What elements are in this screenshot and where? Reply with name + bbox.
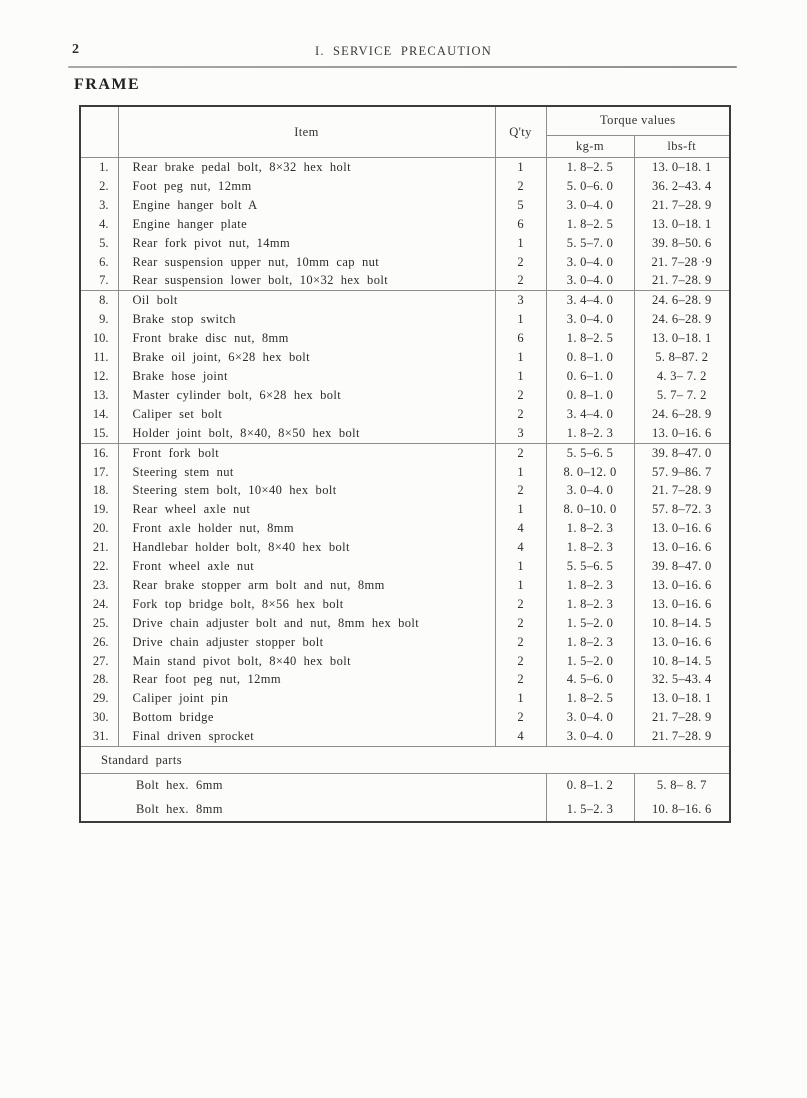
table-row: [80, 798, 730, 823]
row-number: 7.: [99, 273, 109, 288]
kgm-cell: 3. 0–4. 0: [546, 310, 634, 329]
item-cell: Bolt hex. 6mm: [136, 778, 223, 793]
lbsft-cell: 13. 0–18. 1: [634, 329, 730, 348]
lbsft-cell: 13. 0–16. 6: [634, 424, 730, 443]
row-number: 30.: [92, 710, 109, 725]
table-row: [80, 291, 730, 310]
lbsft-cell: 24. 6–28. 9: [634, 405, 730, 424]
table-row: [80, 196, 730, 215]
item-cell: Engine hanger plate: [118, 215, 495, 234]
lbsft-cell: 32. 5–43. 4: [634, 670, 730, 689]
lbsft-cell: 39. 8–50. 6: [634, 234, 730, 253]
table-row: [80, 405, 730, 424]
row-number: 27.: [92, 653, 109, 668]
item-cell: Engine hanger bolt A: [118, 196, 495, 215]
col-header-lbsft: lbs-ft: [634, 135, 730, 157]
qty-cell: 2: [495, 595, 546, 614]
table-row: [80, 747, 730, 774]
kgm-cell: 1. 8–2. 3: [546, 576, 634, 595]
kgm-cell: 1. 5–2. 3: [546, 798, 634, 823]
row-number: 3.: [99, 197, 109, 212]
kgm-cell: 3. 0–4. 0: [546, 708, 634, 727]
item-cell: Rear brake stopper arm bolt and nut, 8mm: [118, 576, 495, 595]
kgm-cell: 1. 5–2. 0: [546, 614, 634, 633]
item-cell: Rear suspension upper nut, 10mm cap nut: [118, 253, 495, 272]
lbsft-cell: 13. 0–18. 1: [634, 215, 730, 234]
kgm-cell: 1. 8–2. 5: [546, 329, 634, 348]
qty-cell: 2: [495, 386, 546, 405]
table-header: [80, 106, 730, 158]
row-number: 23.: [92, 577, 109, 592]
table-row: [80, 215, 730, 234]
table-row: [80, 329, 730, 348]
row-number: 28.: [92, 672, 109, 687]
kgm-cell: 1. 8–2. 5: [546, 215, 634, 234]
item-cell: Final driven sprocket: [118, 727, 495, 746]
lbsft-cell: 21. 7–28. 9: [634, 727, 730, 746]
kgm-cell: 1. 8–2. 3: [546, 595, 634, 614]
kgm-cell: 8. 0–12. 0: [546, 463, 634, 482]
kgm-cell: 1. 8–2. 5: [546, 689, 634, 708]
row-number: 18.: [92, 483, 109, 498]
kgm-cell: 1. 5–2. 0: [546, 652, 634, 671]
col-header-item: Item: [118, 106, 495, 158]
lbsft-cell: 24. 6–28. 9: [634, 310, 730, 329]
row-group-1: [80, 158, 730, 291]
kgm-cell: 1. 8–2. 3: [546, 424, 634, 443]
table-row: [80, 177, 730, 196]
qty-cell: 6: [495, 215, 546, 234]
row-number: 31.: [92, 729, 109, 744]
kgm-cell: 1. 8–2. 5: [546, 158, 634, 177]
kgm-cell: 5. 0–6. 0: [546, 177, 634, 196]
lbsft-cell: 13. 0–18. 1: [634, 158, 730, 177]
item-cell: Rear fork pivot nut, 14mm: [118, 234, 495, 253]
kgm-cell: 0. 8–1. 2: [546, 774, 634, 798]
row-number: 5.: [99, 235, 109, 250]
row-number: 24.: [92, 596, 109, 611]
table-row: [80, 348, 730, 367]
row-number: 14.: [92, 406, 109, 421]
kgm-cell: 3. 4–4. 0: [546, 291, 634, 310]
item-cell: Steering stem nut: [118, 463, 495, 482]
qty-cell: 1: [495, 500, 546, 519]
lbsft-cell: 21. 7–28. 9: [634, 196, 730, 215]
qty-cell: 2: [495, 633, 546, 652]
kgm-cell: 8. 0–10. 0: [546, 500, 634, 519]
kgm-cell: 3. 0–4. 0: [546, 727, 634, 746]
table-row: [80, 689, 730, 708]
qty-cell: 1: [495, 367, 546, 386]
row-number: 29.: [92, 691, 109, 706]
col-header-torque-values: Torque values: [546, 106, 730, 135]
kgm-cell: 4. 5–6. 0: [546, 670, 634, 689]
item-cell: Rear suspension lower bolt, 10×32 hex bolt: [118, 271, 495, 290]
table-row: [80, 253, 730, 272]
table-row: [80, 538, 730, 557]
row-number: 1.: [99, 160, 109, 174]
page-header: [70, 42, 737, 62]
row-number: 26.: [92, 634, 109, 649]
lbsft-cell: 57. 9–86. 7: [634, 463, 730, 482]
page-number: 2: [72, 42, 80, 57]
item-cell: Front axle holder nut, 8mm: [118, 519, 495, 538]
item-cell: Bolt hex. 8mm: [136, 801, 223, 816]
table-row: [80, 727, 730, 746]
qty-cell: 5: [495, 196, 546, 215]
lbsft-cell: 4. 3– 7. 2: [634, 367, 730, 386]
lbsft-cell: 13. 0–16. 6: [634, 633, 730, 652]
row-number: 13.: [92, 387, 109, 402]
item-cell: Oil bolt: [118, 291, 495, 310]
qty-cell: 1: [495, 158, 546, 177]
item-cell: Brake stop switch: [118, 310, 495, 329]
lbsft-cell: 39. 8–47. 0: [634, 443, 730, 462]
header-rule: [68, 66, 737, 68]
qty-cell: 2: [495, 405, 546, 424]
item-cell: Rear foot peg nut, 12mm: [118, 670, 495, 689]
qty-cell: 1: [495, 310, 546, 329]
qty-cell: 6: [495, 329, 546, 348]
row-number: 20.: [92, 521, 109, 536]
item-cell: Front wheel axle nut: [118, 557, 495, 576]
row-number: 9.: [99, 312, 109, 327]
item-cell: Steering stem bolt, 10×40 hex bolt: [118, 481, 495, 500]
row-number: 2.: [99, 178, 109, 193]
row-number: 15.: [92, 425, 109, 440]
lbsft-cell: 10. 8–16. 6: [634, 798, 730, 823]
kgm-cell: 1. 8–2. 3: [546, 633, 634, 652]
item-cell: Front brake disc nut, 8mm: [118, 329, 495, 348]
item-cell: Rear brake pedal bolt, 8×32 hex holt: [118, 158, 495, 177]
col-header-qty: Q'ty: [495, 106, 546, 158]
qty-cell: 1: [495, 689, 546, 708]
row-number: 25.: [92, 615, 109, 630]
lbsft-cell: 5. 8– 8. 7: [634, 774, 730, 798]
qty-cell: 3: [495, 424, 546, 443]
item-cell: Main stand pivot bolt, 8×40 hex bolt: [118, 652, 495, 671]
row-number: 21.: [92, 540, 109, 555]
item-cell: Brake oil joint, 6×28 hex bolt: [118, 348, 495, 367]
item-cell: Foot peg nut, 12mm: [118, 177, 495, 196]
lbsft-cell: 10. 8–14. 5: [634, 652, 730, 671]
kgm-cell: 3. 0–4. 0: [546, 271, 634, 290]
row-group-3: [80, 443, 730, 747]
lbsft-cell: 36. 2–43. 4: [634, 177, 730, 196]
standard-parts-header: [80, 747, 730, 774]
lbsft-cell: 5. 8–87. 2: [634, 348, 730, 367]
kgm-cell: 0. 6–1. 0: [546, 367, 634, 386]
table-row: [80, 774, 730, 798]
qty-cell: 2: [495, 708, 546, 727]
lbsft-cell: 13. 0–18. 1: [634, 689, 730, 708]
torque-values-table: [79, 105, 731, 823]
table-row: [80, 633, 730, 652]
qty-cell: 4: [495, 519, 546, 538]
qty-cell: 4: [495, 727, 546, 746]
item-cell: Master cylinder bolt, 6×28 hex bolt: [118, 386, 495, 405]
table-row: [80, 424, 730, 443]
lbsft-cell: 13. 0–16. 6: [634, 519, 730, 538]
table-row: [80, 310, 730, 329]
standard-parts-label: Standard parts: [101, 753, 182, 768]
lbsft-cell: 13. 0–16. 6: [634, 595, 730, 614]
kgm-cell: 3. 4–4. 0: [546, 405, 634, 424]
item-cell: Drive chain adjuster stopper bolt: [118, 633, 495, 652]
table-row: [80, 481, 730, 500]
table-row: [80, 500, 730, 519]
table-row: [80, 234, 730, 253]
qty-cell: 1: [495, 463, 546, 482]
row-group-2: [80, 291, 730, 443]
kgm-cell: 3. 0–4. 0: [546, 481, 634, 500]
kgm-cell: 3. 0–4. 0: [546, 196, 634, 215]
lbsft-cell: 24. 6–28. 9: [634, 291, 730, 310]
table-row: [80, 271, 730, 290]
item-cell: Bottom bridge: [118, 708, 495, 727]
kgm-cell: 3. 0–4. 0: [546, 253, 634, 272]
qty-cell: 2: [495, 614, 546, 633]
lbsft-cell: 39. 8–47. 0: [634, 557, 730, 576]
qty-cell: 1: [495, 576, 546, 595]
table-row: [80, 443, 730, 462]
kgm-cell: 1. 8–2. 3: [546, 538, 634, 557]
item-cell: Caliper joint pin: [118, 689, 495, 708]
table-row: [80, 576, 730, 595]
item-cell: Drive chain adjuster bolt and nut, 8mm hex bolt: [118, 614, 495, 633]
kgm-cell: 5. 5–7. 0: [546, 234, 634, 253]
table-row: [80, 652, 730, 671]
chapter-header: I. SERVICE PRECAUTION: [315, 44, 492, 58]
row-number: 16.: [92, 445, 109, 460]
table-row: [80, 519, 730, 538]
qty-cell: 2: [495, 271, 546, 290]
lbsft-cell: 13. 0–16. 6: [634, 538, 730, 557]
lbsft-cell: 5. 7– 7. 2: [634, 386, 730, 405]
standard-parts-rows: [80, 774, 730, 823]
lbsft-cell: 21. 7–28. 9: [634, 481, 730, 500]
row-number: 10.: [92, 331, 109, 346]
table-row: [80, 670, 730, 689]
kgm-cell: 1. 8–2. 3: [546, 519, 634, 538]
qty-cell: 3: [495, 291, 546, 310]
item-cell: Front fork bolt: [118, 443, 495, 462]
qty-cell: 2: [495, 481, 546, 500]
qty-cell: 2: [495, 177, 546, 196]
table-row: [80, 708, 730, 727]
lbsft-cell: 21. 7–28. 9: [634, 708, 730, 727]
col-header-kgm: kg-m: [546, 135, 634, 157]
row-number: 22.: [92, 559, 109, 574]
qty-cell: 2: [495, 670, 546, 689]
item-cell: Rear wheel axle nut: [118, 500, 495, 519]
row-number: 12.: [92, 368, 109, 383]
row-number: 17.: [92, 464, 109, 479]
table-row: [80, 367, 730, 386]
qty-cell: 2: [495, 443, 546, 462]
lbsft-cell: 21. 7–28 ·9: [634, 253, 730, 272]
item-cell: Holder joint bolt, 8×40, 8×50 hex bolt: [118, 424, 495, 443]
table-row: [80, 614, 730, 633]
section-title: FRAME: [74, 76, 141, 93]
row-number: 19.: [92, 502, 109, 517]
qty-cell: 4: [495, 538, 546, 557]
qty-cell: 1: [495, 348, 546, 367]
qty-cell: 2: [495, 253, 546, 272]
kgm-cell: 0. 8–1. 0: [546, 348, 634, 367]
row-number: 6.: [99, 254, 109, 269]
lbsft-cell: 57. 8–72. 3: [634, 500, 730, 519]
qty-cell: 1: [495, 234, 546, 253]
table-row: [80, 158, 730, 177]
row-number: 4.: [99, 216, 109, 231]
kgm-cell: 5. 5–6. 5: [546, 443, 634, 462]
item-cell: Handlebar holder bolt, 8×40 hex bolt: [118, 538, 495, 557]
kgm-cell: 0. 8–1. 0: [546, 386, 634, 405]
kgm-cell: 5. 5–6. 5: [546, 557, 634, 576]
table-row: [80, 595, 730, 614]
lbsft-cell: 13. 0–16. 6: [634, 576, 730, 595]
table-row: [80, 386, 730, 405]
lbsft-cell: 21. 7–28. 9: [634, 271, 730, 290]
item-cell: Caliper set bolt: [118, 405, 495, 424]
row-number: 8.: [99, 293, 109, 308]
table-row: [80, 557, 730, 576]
item-cell: Brake hose joint: [118, 367, 495, 386]
row-number: 11.: [93, 350, 109, 365]
col-header-number: [80, 106, 118, 158]
qty-cell: 1: [495, 557, 546, 576]
qty-cell: 2: [495, 652, 546, 671]
lbsft-cell: 10. 8–14. 5: [634, 614, 730, 633]
table-row: [80, 463, 730, 482]
item-cell: Fork top bridge bolt, 8×56 hex bolt: [118, 595, 495, 614]
